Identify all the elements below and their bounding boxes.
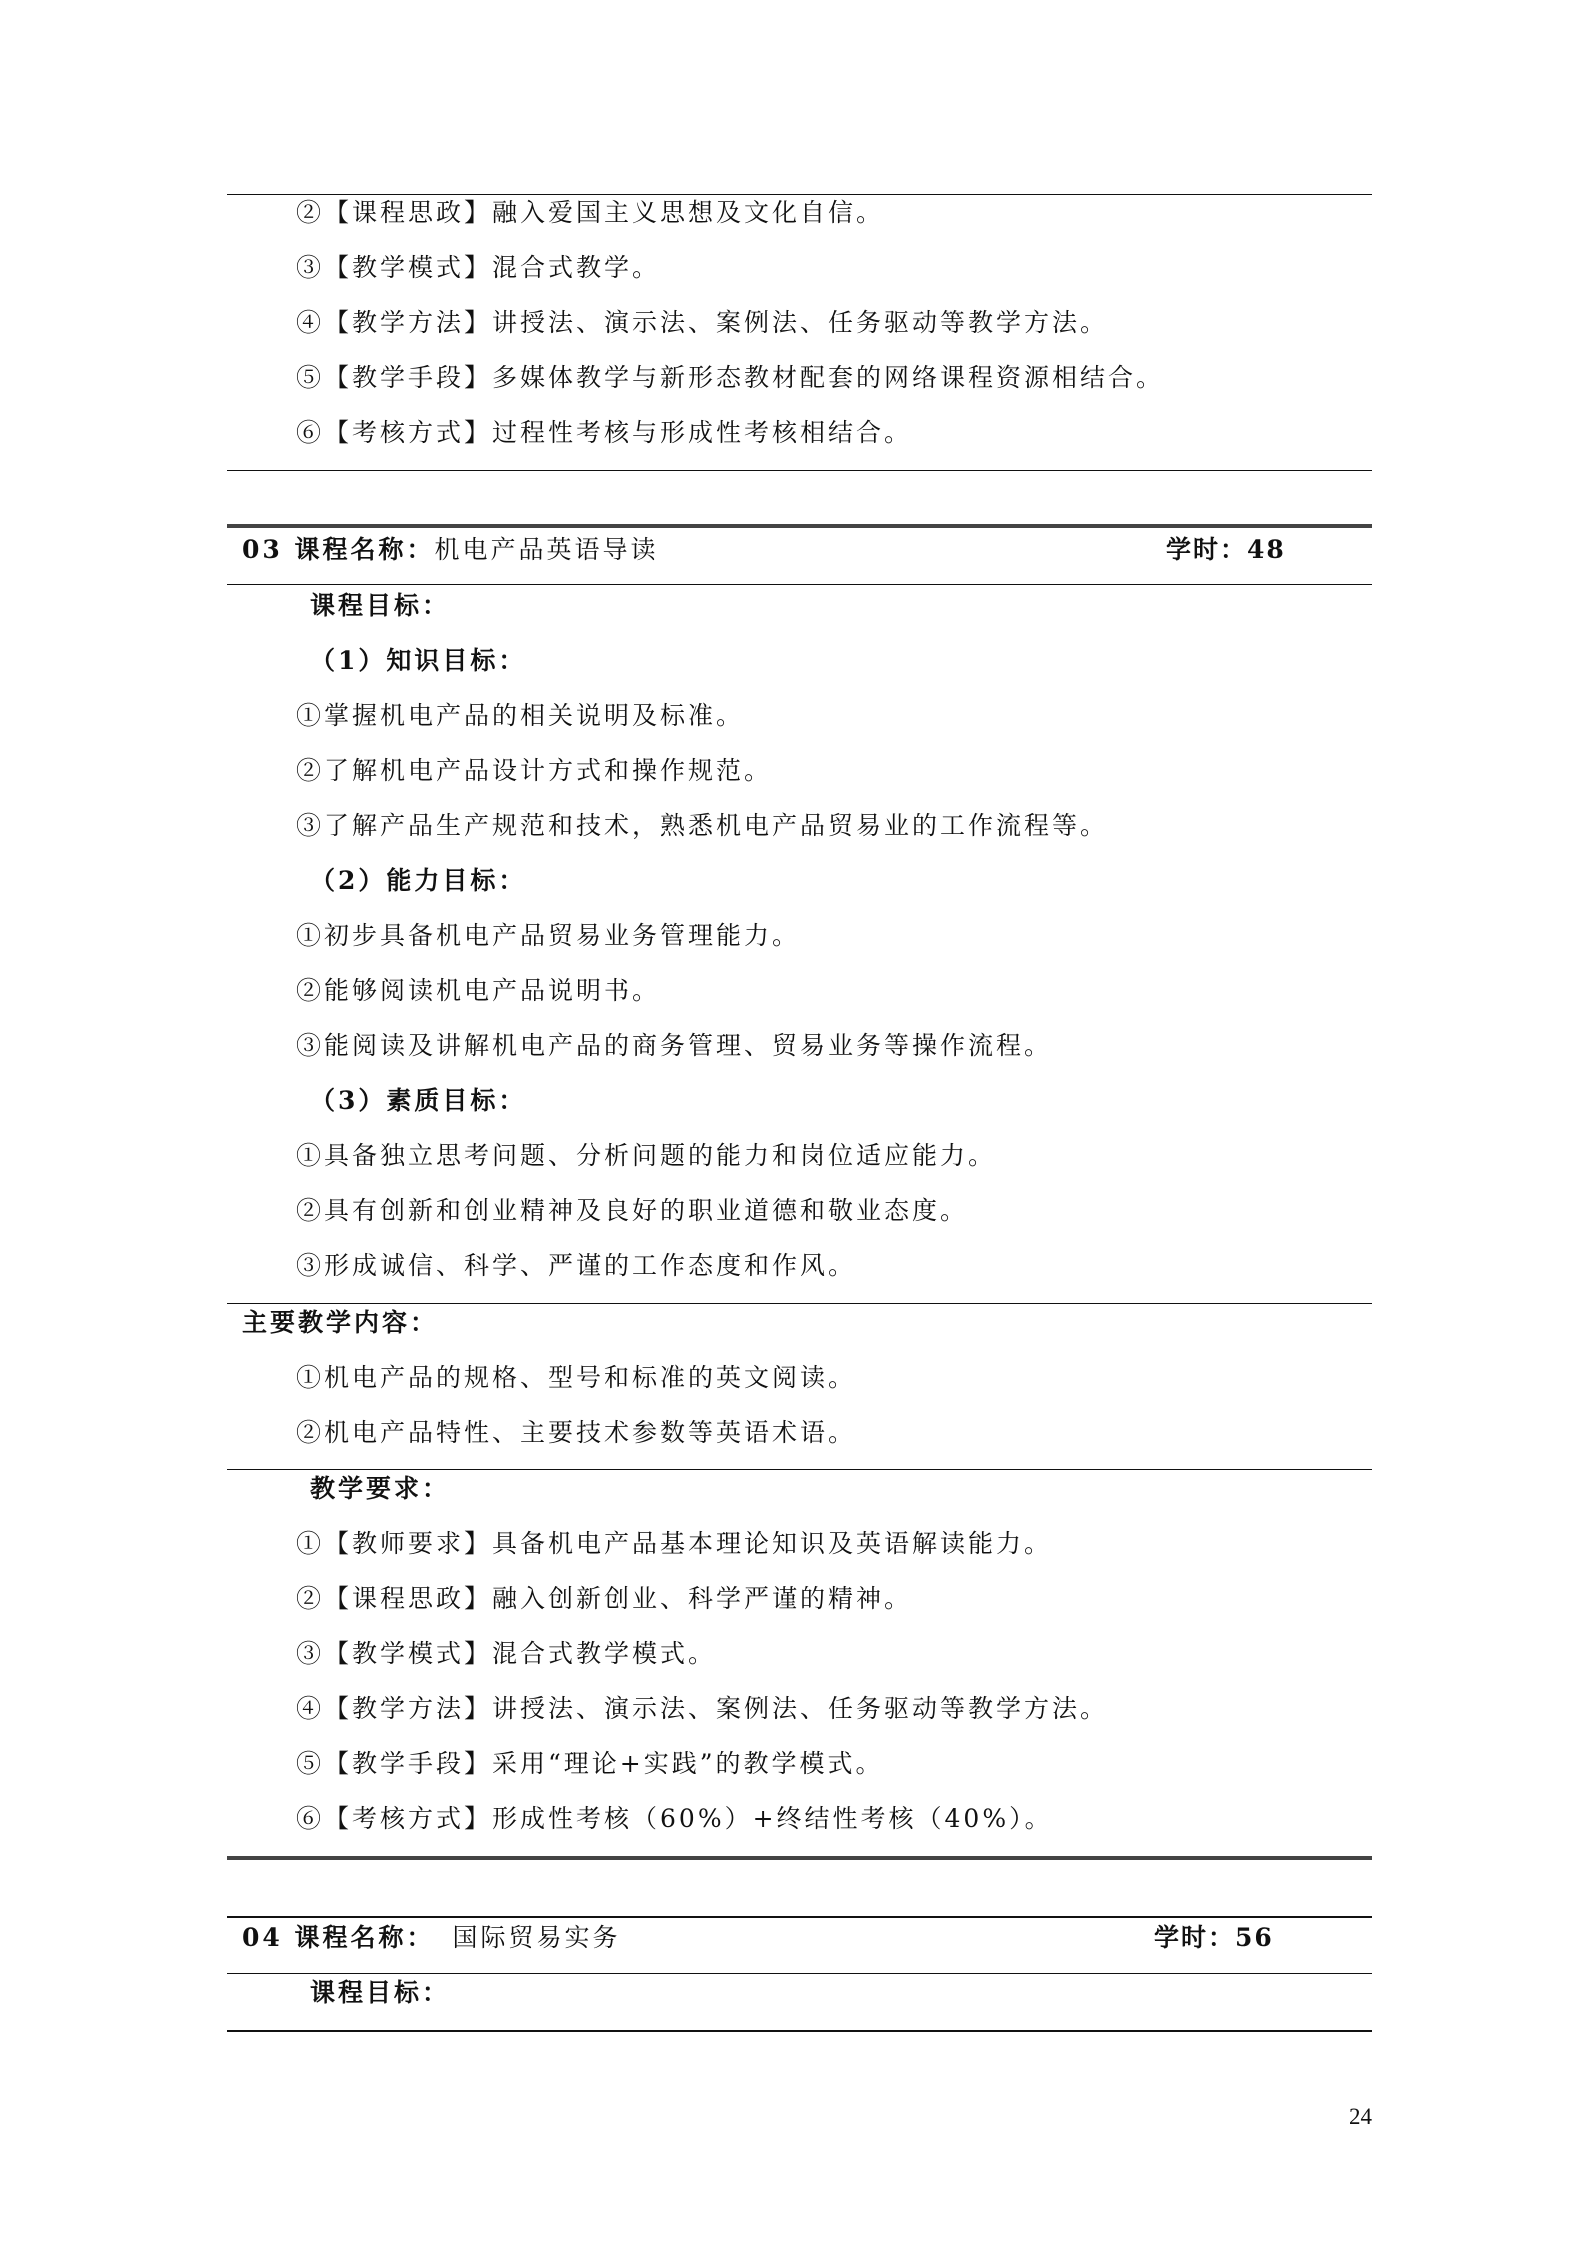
list-item: ⑤【教学手段】多媒体教学与新形态教材配套的网络课程资源相结合。 <box>296 363 1165 392</box>
objectives-heading: 课程目标： <box>310 1978 451 2007</box>
list-item: ③形成诚信、科学、严谨的工作态度和作风。 <box>296 1251 857 1280</box>
list-item: ②了解机电产品设计方式和操作规范。 <box>296 756 773 785</box>
content-heading: 主要教学内容： <box>242 1308 439 1337</box>
requirements-heading: 教学要求： <box>310 1474 451 1503</box>
list-item: ④【教学方法】讲授法、演示法、案例法、任务驱动等教学方法。 <box>296 1694 1109 1723</box>
list-item: ②【课程思政】融入创新创业、科学严谨的精神。 <box>296 1584 913 1613</box>
list-item: ③了解产品生产规范和技术，熟悉机电产品贸易业的工作流程等。 <box>296 811 1109 840</box>
list-item: ①机电产品的规格、型号和标准的英文阅读。 <box>296 1363 857 1392</box>
page-number: 24 <box>1349 2104 1372 2129</box>
ability-heading: （2）能力目标： <box>310 866 527 895</box>
row-divider <box>227 584 1372 585</box>
hours-label: 学时： <box>1166 535 1248 564</box>
row-divider <box>227 1973 1372 1974</box>
list-item: ①【教师要求】具备机电产品基本理论知识及英语解读能力。 <box>296 1529 1053 1558</box>
list-item: ⑥【考核方式】过程性考核与形成性考核相结合。 <box>296 418 913 447</box>
course-name-label: 04 课程名称： <box>242 1923 435 1952</box>
list-item: ②具有创新和创业精神及良好的职业道德和敬业态度。 <box>296 1196 969 1225</box>
course-03-bottom-border <box>227 1856 1372 1860</box>
list-item: ⑥【考核方式】形成性考核（60%）+终结性考核（40%）。 <box>296 1804 1053 1833</box>
course-03-top-border <box>227 524 1372 528</box>
objectives-heading: 课程目标： <box>310 591 451 620</box>
list-item: ③能阅读及讲解机电产品的商务管理、贸易业务等操作流程。 <box>296 1031 1053 1060</box>
list-item: ③【教学模式】混合式教学模式。 <box>296 1639 717 1668</box>
course-03-title <box>242 533 659 567</box>
course-04-hours <box>1154 1921 1274 1955</box>
course-name: 国际贸易实务 <box>452 1923 621 1952</box>
list-item: ③【教学模式】混合式教学。 <box>296 253 661 282</box>
course-03-hours <box>1166 533 1286 567</box>
course-04-title <box>242 1921 621 1955</box>
hours-label: 学时： <box>1154 1923 1236 1952</box>
course-name: 机电产品英语导读 <box>434 535 659 564</box>
row-divider <box>227 1469 1372 1470</box>
list-item: ①具备独立思考问题、分析问题的能力和岗位适应能力。 <box>296 1141 997 1170</box>
hours-value: 48 <box>1247 535 1286 564</box>
list-item: ①初步具备机电产品贸易业务管理能力。 <box>296 921 801 950</box>
list-item: ②机电产品特性、主要技术参数等英语术语。 <box>296 1418 857 1447</box>
table-top-border <box>227 194 1372 195</box>
list-item: ④【教学方法】讲授法、演示法、案例法、任务驱动等教学方法。 <box>296 308 1109 337</box>
hours-value: 56 <box>1235 1923 1274 1952</box>
knowledge-heading: （1）知识目标： <box>310 646 527 675</box>
list-item: ①掌握机电产品的相关说明及标准。 <box>296 701 745 730</box>
row-divider <box>227 1303 1372 1304</box>
quality-heading: （3）素质目标： <box>310 1086 527 1115</box>
list-item: ②【课程思政】融入爱国主义思想及文化自信。 <box>296 198 885 227</box>
course-04-top-border <box>227 1916 1372 1918</box>
table-bottom-border <box>227 2030 1372 2032</box>
table-bottom-border <box>227 470 1372 471</box>
course-name-label: 03 课程名称： <box>242 535 435 564</box>
list-item: ⑤【教学手段】采用“理论+实践”的教学模式。 <box>296 1749 884 1778</box>
list-item: ②能够阅读机电产品说明书。 <box>296 976 661 1005</box>
